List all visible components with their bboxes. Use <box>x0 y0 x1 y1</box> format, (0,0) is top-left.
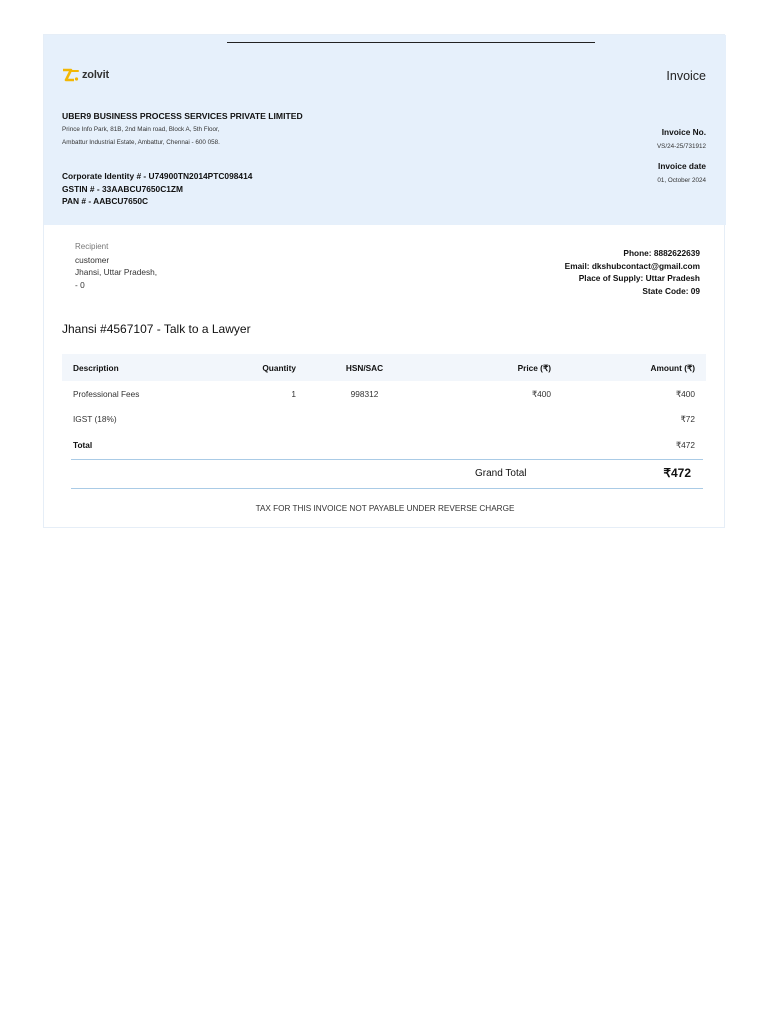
cell-amount: ₹400 <box>675 388 695 399</box>
recipient-block <box>75 241 157 291</box>
recipient-pin: - 0 <box>75 279 85 290</box>
gstin: GSTIN # - 33AABCU7650C1ZM <box>62 183 184 194</box>
company-address-line-1: Prince Info Park, 81B, 2nd Main road, Block A, 5th Floor, <box>62 126 220 133</box>
recipient-label: Recipient <box>75 242 109 251</box>
invoice-header <box>44 35 726 225</box>
table-row <box>62 381 706 407</box>
col-description: Description <box>62 354 212 381</box>
table-total-row <box>62 432 706 458</box>
pan: PAN # - AABCU7650C <box>62 196 149 206</box>
grand-total-bar <box>71 459 703 489</box>
recipient-name: customer <box>75 254 110 265</box>
table-header-row <box>62 354 706 381</box>
cell-amount: ₹72 <box>680 414 695 425</box>
cell-description: Professional Fees <box>73 388 140 399</box>
invoice-meta <box>657 127 706 184</box>
brand-name: zolvit <box>82 69 109 81</box>
cell-quantity: 1 <box>291 388 296 399</box>
grand-total-value: ₹472 <box>663 466 691 480</box>
invoice-no-label: Invoice No. <box>661 127 706 137</box>
place-of-supply: Place of Supply: Uttar Pradesh <box>578 273 700 283</box>
company-block <box>62 111 482 149</box>
zolvit-logo <box>62 67 109 83</box>
table-row <box>62 407 706 433</box>
contact-block <box>565 247 700 297</box>
document-title: Invoice <box>666 69 706 83</box>
company-ids <box>62 170 252 208</box>
recipient-address: Jhansi, Uttar Pradesh, <box>75 267 158 277</box>
cell-quantity <box>212 407 307 433</box>
invoice-date: 01, October 2024 <box>657 177 706 184</box>
contact-phone: Phone: 8882622639 <box>623 248 700 258</box>
cell-price <box>422 407 562 433</box>
total-value: ₹472 <box>675 439 695 450</box>
reverse-charge-note: TAX FOR THIS INVOICE NOT PAYABLE UNDER REVERSE CHARGE <box>255 504 515 513</box>
grand-total-label: Grand Total <box>475 468 527 479</box>
total-label: Total <box>73 439 93 450</box>
col-amount: Amount (₹) <box>562 354 706 381</box>
corporate-identity: Corporate Identity # - U74900TN2014PTC098414 <box>62 171 253 181</box>
divider <box>227 42 595 43</box>
zolvit-logo-icon <box>62 68 80 82</box>
line-items-table <box>62 354 706 458</box>
cell-hsn-sac <box>307 407 422 433</box>
company-address-line-2: Ambattur Industrial Estate, Ambattur, Chennai - 600 058. <box>62 139 220 146</box>
contact-email: Email: dkshubcontact@gmail.com <box>564 260 700 271</box>
invoice-subject: Jhansi #4567107 - Talk to a Lawyer <box>62 322 251 336</box>
invoice-no: VS/24-25/731912 <box>656 143 706 150</box>
company-name: UBER9 BUSINESS PROCESS SERVICES PRIVATE LIMITED <box>62 111 303 121</box>
company-address <box>62 123 482 149</box>
invoice-page <box>43 34 725 528</box>
invoice-date-label: Invoice date <box>658 161 706 171</box>
col-quantity: Quantity <box>212 354 307 381</box>
col-price: Price (₹) <box>422 354 562 381</box>
cell-price: ₹400 <box>531 388 551 399</box>
cell-hsn-sac: 998312 <box>350 388 379 399</box>
state-code: State Code: 09 <box>642 285 700 296</box>
cell-description: IGST (18%) <box>73 414 117 425</box>
col-hsn-sac: HSN/SAC <box>307 354 422 381</box>
